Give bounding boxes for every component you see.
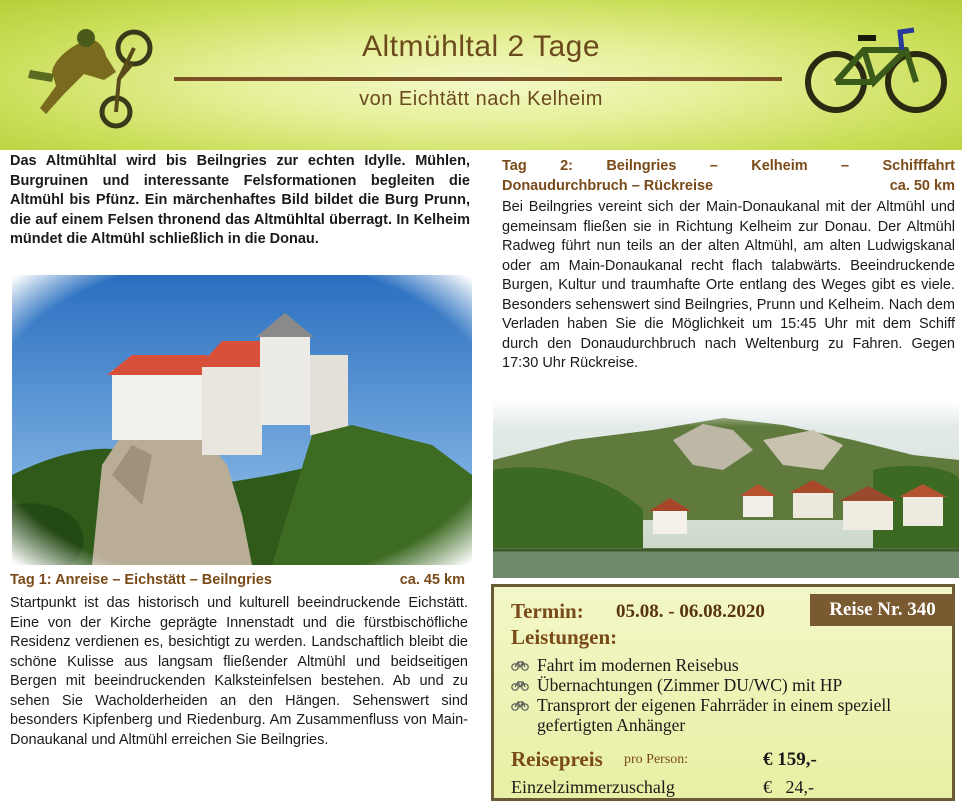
title-divider [174,77,782,81]
day2-heading [502,157,955,196]
service-item [511,675,931,695]
day2-title-word: Beilngries [606,158,677,174]
services-heading: Leistungen: [511,625,618,649]
intro-text: Das Altmühltal wird bis Beilngries zur echten Idylle. Mühlen, Burgruinen und interessante Felsformationen begleiten die Altmühl bis Pfünz. Ein märchenhaftes Bild bildet die Burg Prunn, die auf einem Felsen thronend das Altmühltal überragt. In Kelheim mündet die Altmühl schließlich in die Donau. [10,153,470,247]
day1-heading [10,572,465,592]
service-text: Übernachtungen (Zimmer DU/WC) mit HP [537,675,843,695]
day2-title-word: Schifffahrt [882,158,955,174]
single-room-label: Einzelzimmerzuschalg [511,777,675,797]
day1-text: Startpunkt ist das historisch und kulturell beeindruckende Eichstätt. Eine von der Kirche geprägte Innenstadt und die fürstbischöfliche Residenz verdienen es, besichtigt zu werden. Landschaftlich bleibt die schöne Kulisse aus langsam fließender Altmühl und beidseitigen Bergen mit beeindruckenden Kalksteinfelsen bestehen. Ab und zu sehen Sie Wacholderheiden an den Hängen. Sehenswert sind besonders Kipfenberg und Riedenburg. Am Zusammenfluss von Main-Donaukanal und Altmühl erreichen Sie Beilngries. [10,595,468,748]
day2-title-word: 2: [560,158,573,174]
bicycle-icon [511,700,529,711]
booking-info-box [491,584,955,801]
page-title: Altmühltal 2 Tage [361,30,601,63]
day1-title: Tag 1: Anreise – Eichstätt – Beilngries [10,572,272,588]
single-room-row [511,777,941,799]
service-text: Transprort der eigenen Fahrräder in einem speziell gefertigten Anhänger [537,695,892,735]
day2-title-line2: Donaudurchbruch – Rückreise [502,177,714,194]
day2-title-word: – [841,158,850,174]
termin-date: 05.08. - 06.08.2020 [616,601,765,622]
day2-distance: ca. 50 km [889,177,955,194]
service-item [511,695,931,735]
day2-title-word: – [709,158,718,174]
bicycle-icon [511,680,529,691]
service-item [511,655,931,675]
day2-title-word: Kelheim [751,158,808,174]
page-subtitle: von Eichtätt nach Kelheim [359,88,603,110]
castle-prunn-photo [12,275,472,565]
termin-label: Termin: [511,599,584,623]
bicycle-icon [802,24,950,116]
single-room-value: € 24,- [763,777,814,797]
bicycle-icon [511,660,529,671]
services-list [511,655,931,735]
header-banner [0,0,962,150]
day1-distance: ca. 45 km [399,572,465,588]
price-value: € 159,- [763,749,817,770]
price-per-person-label: pro Person: [624,752,689,767]
village-river-photo [493,400,959,578]
price-row [511,747,941,771]
trip-number-badge: Reise Nr. 340 [810,594,955,626]
price-label: Reisepreis [511,747,603,771]
day2-title-word: Tag [502,158,527,174]
day2-text: Bei Beilngries vereint sich der Main-Donaukanal mit der Altmühl und gemeinsam fließen sie in Richtung Kelheim zur Donau. Der Altmühl Radweg führt nun teils an der alten Altmühl, am alten Ludwigskanal oder am Main-Donaukanal recht flach talabwärts. Beeindruckende Burgen, Kultur und traumhafte Orte entlang des Weges gibt es viele. Besonders sehenswert sind Beilngries, Prunn und Kelheim. Nach dem Verladen haben Sie die Möglichkeit um 15:45 Uhr mit dem Schiff durch den Donaudurchbruch nach Weltenburg zu Fahren. Gegen 17:30 Uhr Rückreise. [502,199,955,371]
service-text: Fahrt im modernen Reisebus [537,655,739,675]
